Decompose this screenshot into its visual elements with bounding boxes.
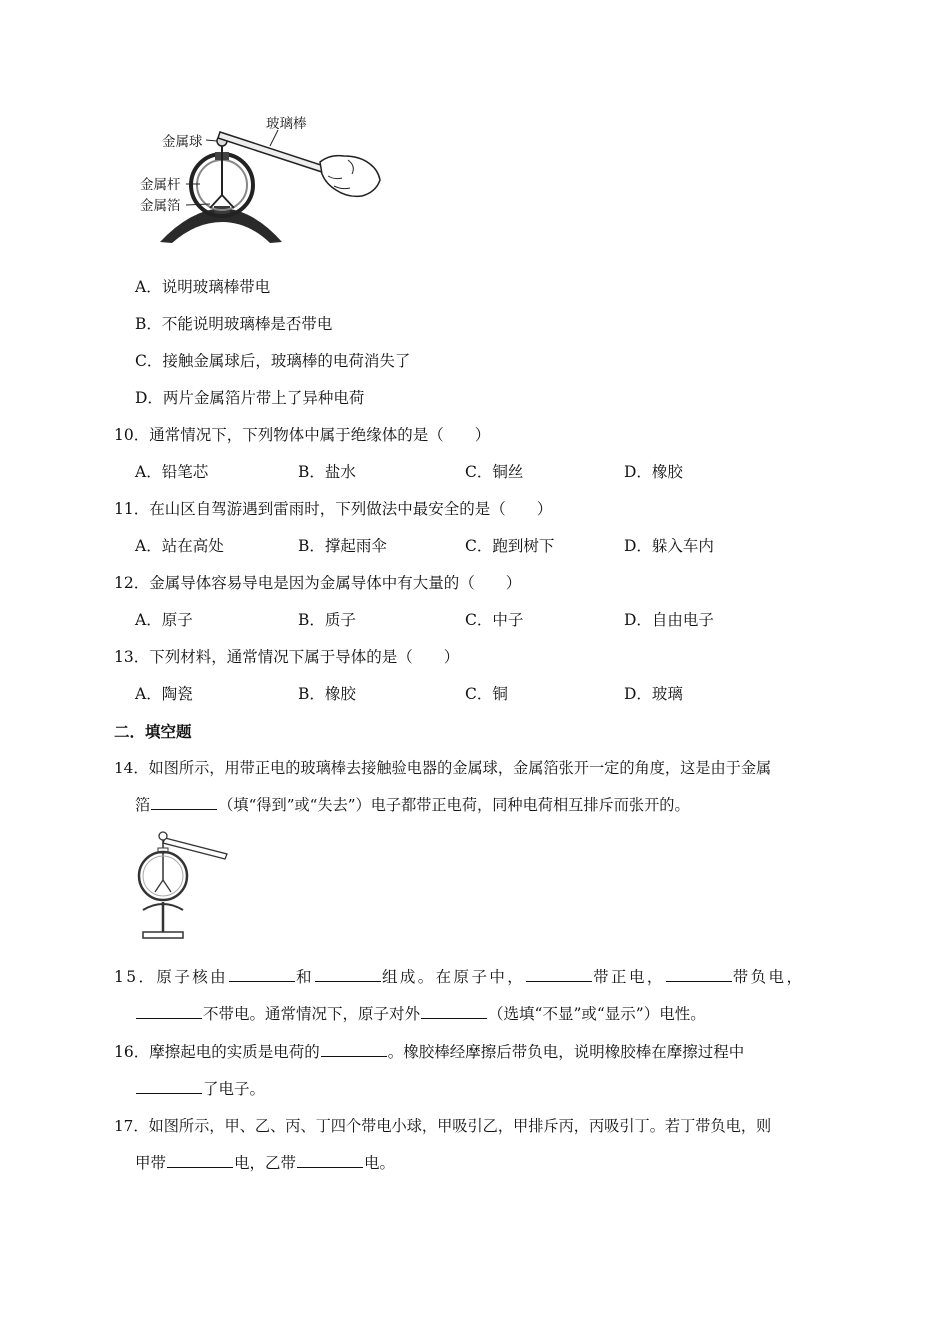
q17-text-b: 电，乙带 bbox=[234, 1154, 297, 1172]
q11-option-c: C．跑到树下 bbox=[465, 537, 555, 555]
q13-stem: 13．下列材料，通常情况下属于导体的是（ ） bbox=[114, 648, 460, 666]
q16-text-b: 。橡胶棒经摩擦后带负电，说明橡胶棒在摩擦过程中 bbox=[387, 1043, 745, 1061]
q15-text-d: 带正电， bbox=[593, 968, 665, 986]
q15-line-2 bbox=[135, 1003, 706, 1025]
q16-text-c: 了电子。 bbox=[203, 1080, 266, 1098]
label-metal-shaft: 金属杆 bbox=[140, 177, 181, 193]
q9-option-b: B．不能说明玻璃棒是否带电 bbox=[135, 315, 333, 333]
q13-option-d: D．玻璃 bbox=[624, 685, 683, 703]
q15-line-1 bbox=[114, 966, 804, 988]
q15-text-a: 15．原子核由 bbox=[114, 968, 229, 986]
q11-option-a: A．站在高处 bbox=[135, 537, 224, 555]
q10-option-c: C．铜丝 bbox=[465, 463, 524, 481]
q15-blank-5[interactable] bbox=[136, 1003, 202, 1019]
q13-option-a: A．陶瓷 bbox=[135, 685, 193, 703]
q16-text-a: 16．摩擦起电的实质是电荷的 bbox=[114, 1043, 320, 1061]
q15-text-f: 不带电。通常情况下，原子对外 bbox=[203, 1005, 421, 1023]
q16-blank-2[interactable] bbox=[136, 1078, 202, 1094]
q12-stem: 12．金属导体容易导电是因为金属导体中有大量的（ ） bbox=[114, 574, 522, 592]
q13-option-c: C．铜 bbox=[465, 685, 508, 703]
q15-blank-1[interactable] bbox=[229, 966, 295, 982]
q9-option-d: D．两片金属箔片带上了异种电荷 bbox=[135, 389, 365, 407]
q15-text-e: 带负电， bbox=[732, 968, 805, 986]
q14-text-b: （填“得到”或“失去”）电子都带正电荷，同种电荷相互排斥而张开的。 bbox=[218, 796, 690, 814]
q15-text-g: （选填“不显”或“显示”）电性。 bbox=[488, 1005, 706, 1023]
q17-text-c: 电。 bbox=[364, 1154, 396, 1172]
q14-blank-1[interactable] bbox=[151, 794, 217, 810]
q12-option-d: D．自由电子 bbox=[624, 611, 714, 629]
q10-option-b: B．盐水 bbox=[298, 463, 356, 481]
q16-line-2 bbox=[135, 1078, 265, 1100]
q12-option-c: C．中子 bbox=[465, 611, 524, 629]
q10-option-a: A．铅笔芯 bbox=[135, 463, 209, 481]
q17-blank-2[interactable] bbox=[297, 1152, 363, 1168]
q12-option-a: A．原子 bbox=[135, 611, 193, 629]
q16-line-1 bbox=[114, 1041, 744, 1063]
q15-blank-3[interactable] bbox=[526, 966, 592, 982]
q17-line-1: 17．如图所示，甲、乙、丙、丁四个带电小球，甲吸引乙，甲排斥丙，丙吸引丁。若丁带负电，则 bbox=[114, 1117, 772, 1135]
q15-blank-2[interactable] bbox=[315, 966, 381, 982]
q9-option-a: A．说明玻璃棒带电 bbox=[135, 278, 271, 296]
label-glass-rod: 玻璃棒 bbox=[266, 116, 307, 132]
q10-stem: 10．通常情况下，下列物体中属于绝缘体的是（ ） bbox=[114, 426, 491, 444]
q15-blank-6[interactable] bbox=[421, 1003, 487, 1019]
q15-text-c: 组成。在原子中， bbox=[381, 968, 526, 986]
q12-option-b: B．质子 bbox=[298, 611, 356, 629]
q15-text-b: 和 bbox=[296, 968, 314, 986]
q9-option-c: C．接触金属球后，玻璃棒的电荷消失了 bbox=[135, 352, 411, 370]
q17-line-2 bbox=[135, 1152, 395, 1174]
label-metal-foil: 金属箔 bbox=[140, 198, 181, 214]
q10-option-d: D．橡胶 bbox=[624, 463, 683, 481]
q11-stem: 11．在山区自驾游遇到雷雨时，下列做法中最安全的是（ ） bbox=[114, 500, 553, 518]
label-metal-ball: 金属球 bbox=[162, 134, 203, 150]
q17-text-a: 甲带 bbox=[135, 1154, 167, 1172]
section-title-fill-in: 二．填空题 bbox=[114, 723, 192, 741]
q17-blank-1[interactable] bbox=[167, 1152, 233, 1168]
q11-option-d: D．躲入车内 bbox=[624, 537, 714, 555]
q13-option-b: B．橡胶 bbox=[298, 685, 356, 703]
electroscope-figure-1 bbox=[130, 110, 390, 250]
q11-option-b: B．撑起雨伞 bbox=[298, 537, 387, 555]
electroscope-figure-2 bbox=[135, 828, 235, 944]
q15-blank-4[interactable] bbox=[666, 966, 732, 982]
q14-text-a: 箔 bbox=[135, 796, 151, 814]
q14-line-1: 14．如图所示，用带正电的玻璃棒去接触验电器的金属球，金属箔张开一定的角度，这是由于金属 bbox=[114, 759, 772, 777]
q14-line-2 bbox=[135, 794, 690, 816]
q16-blank-1[interactable] bbox=[321, 1041, 387, 1057]
